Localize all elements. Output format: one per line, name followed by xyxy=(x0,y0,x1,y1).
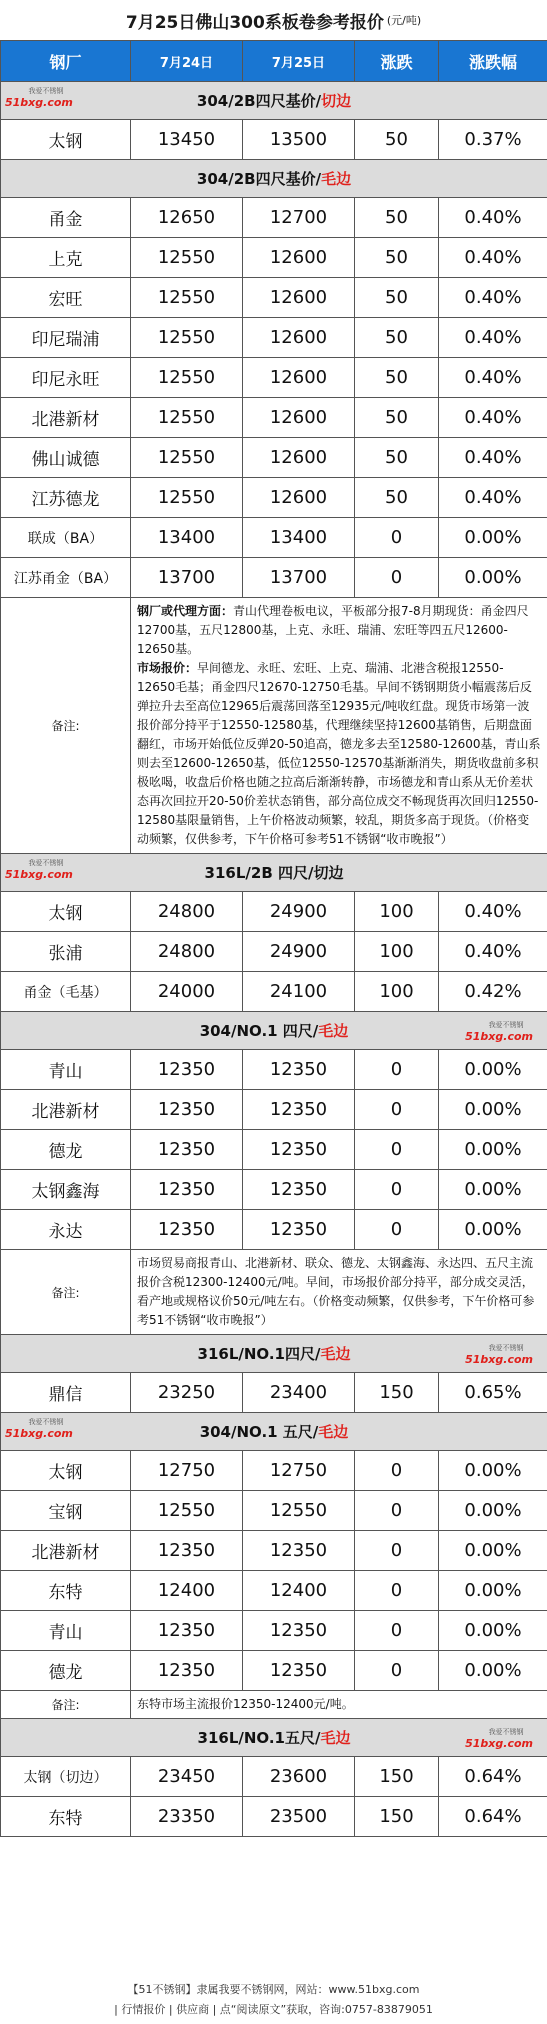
watermark-domain: 51bxg.com xyxy=(5,1427,73,1440)
section-header xyxy=(1,82,547,120)
note-row xyxy=(1,598,547,854)
change-pct: 0.42% xyxy=(439,972,547,1012)
section-label: 304/NO.1 五尺/ xyxy=(199,1423,319,1441)
mill-name: 上克 xyxy=(1,238,131,278)
watermark-tag: 我爱不锈钢 xyxy=(28,87,64,95)
change-pct: 0.40% xyxy=(439,198,547,238)
note-body-market: 早间德龙、永旺、宏旺、上克、瑞浦、北港含税报12550-12650毛基；甬金四尺12670-12750毛基。早间不锈钢期货小幅震荡后反弹拉升去至高位12965后震荡回落至12935元/吨收红盘。现货市场第一波报价部分持平于12550-12580基，代理继续坚持12600基销售，后期盘面翻红，市场开始低位反弹20-50追高，德龙多去至12580-12600基，青山系则去至12600-12650基，低位12550-12570基渐渐消失，期货收盘前多积极吆喝，收盘后价格也随之拉高后渐渐转静，市场德龙和青山系从无价差状态再次回拉开20-50价差状态销售，部分高位成交不畅现货再次回归12550-12580基限量销售，上午价格波动频繁，较乱，期货多高于现货。（价格变动频繁，仅供参考，下午价格可参考51不锈钢“收市晚报”） xyxy=(137,661,541,846)
price-cur: 23400 xyxy=(243,1373,355,1413)
price-prev: 12550 xyxy=(131,358,243,398)
note-body: 青山代理卷板电议，平板部分报7-8月期现货：甬金四尺12700基，五尺12800基，上克、永旺、瑞浦、宏旺等四五尺12600-12650基。 xyxy=(137,604,529,656)
section-edge-type: 毛边 xyxy=(320,1729,351,1747)
price-table xyxy=(0,40,547,1837)
price-prev: 23450 xyxy=(131,1757,243,1797)
section-header xyxy=(1,1012,547,1050)
change: 0 xyxy=(355,1531,439,1571)
change: 100 xyxy=(355,932,439,972)
watermark-tag: 我爱不锈钢 xyxy=(488,1728,524,1736)
note-text xyxy=(131,1691,547,1719)
price-prev: 12350 xyxy=(131,1611,243,1651)
section-title xyxy=(1,854,547,892)
price-cur: 12600 xyxy=(243,238,355,278)
price-cur: 12750 xyxy=(243,1451,355,1491)
price-prev: 12550 xyxy=(131,318,243,358)
change-pct: 0.00% xyxy=(439,1130,547,1170)
change-pct: 0.40% xyxy=(439,478,547,518)
note-row xyxy=(1,1250,547,1335)
table-row xyxy=(1,1210,547,1250)
section-label: 304/2B四尺基价/ xyxy=(196,92,322,110)
change: 0 xyxy=(355,1050,439,1090)
table-row xyxy=(1,932,547,972)
table-row xyxy=(1,518,547,558)
price-prev: 12650 xyxy=(131,198,243,238)
note-text xyxy=(131,1250,547,1335)
table-row xyxy=(1,198,547,238)
mill-name: 德龙 xyxy=(1,1651,131,1691)
mill-name: 佛山诚德 xyxy=(1,438,131,478)
header-date-prev: 7月24日 xyxy=(131,41,243,82)
footer xyxy=(0,1978,547,2024)
mill-name: 张浦 xyxy=(1,932,131,972)
price-cur: 12350 xyxy=(243,1210,355,1250)
section-title xyxy=(1,160,547,198)
price-prev: 12350 xyxy=(131,1170,243,1210)
price-prev: 23350 xyxy=(131,1797,243,1837)
price-prev: 13700 xyxy=(131,558,243,598)
price-prev: 13400 xyxy=(131,518,243,558)
change-pct: 0.37% xyxy=(439,120,547,160)
section-label: 304/NO.1 四尺/ xyxy=(199,1022,319,1040)
price-cur: 24900 xyxy=(243,932,355,972)
mill-name: 印尼瑞浦 xyxy=(1,318,131,358)
section-title xyxy=(1,1413,547,1451)
section-edge-type: 毛边 xyxy=(318,1423,349,1441)
header-mill: 钢厂 xyxy=(1,41,131,82)
section-header xyxy=(1,854,547,892)
header-change-pct: 涨跌幅 xyxy=(439,41,547,82)
watermark-logo xyxy=(5,1417,73,1439)
mill-name: 江苏甬金（BA） xyxy=(1,558,131,598)
mill-name: 印尼永旺 xyxy=(1,358,131,398)
price-prev: 12550 xyxy=(131,278,243,318)
price-cur: 12600 xyxy=(243,358,355,398)
change: 100 xyxy=(355,972,439,1012)
section-title xyxy=(1,1719,547,1757)
table-row xyxy=(1,1531,547,1571)
section-header xyxy=(1,160,547,198)
unit-label: (元/吨) xyxy=(386,14,422,27)
price-cur: 13400 xyxy=(243,518,355,558)
change: 0 xyxy=(355,1210,439,1250)
price-cur: 12700 xyxy=(243,198,355,238)
watermark-logo xyxy=(5,86,73,108)
mill-name: 东特 xyxy=(1,1571,131,1611)
table-row xyxy=(1,358,547,398)
price-cur: 12350 xyxy=(243,1090,355,1130)
note-heading-mill: 钢厂或代理方面： xyxy=(137,604,234,618)
price-prev: 12550 xyxy=(131,398,243,438)
mill-name: 甬金 xyxy=(1,198,131,238)
change-pct: 0.00% xyxy=(439,1611,547,1651)
change: 0 xyxy=(355,1651,439,1691)
table-row xyxy=(1,1050,547,1090)
mill-name: 青山 xyxy=(1,1050,131,1090)
table-header xyxy=(1,41,547,82)
mill-name: 德龙 xyxy=(1,1130,131,1170)
table-row xyxy=(1,318,547,358)
price-cur: 13500 xyxy=(243,120,355,160)
price-cur: 24900 xyxy=(243,892,355,932)
mill-name: 永达 xyxy=(1,1210,131,1250)
mill-name: 太钢 xyxy=(1,120,131,160)
table-row xyxy=(1,1451,547,1491)
section-header xyxy=(1,1413,547,1451)
change: 0 xyxy=(355,1491,439,1531)
change-pct: 0.00% xyxy=(439,1531,547,1571)
table-row xyxy=(1,972,547,1012)
change-pct: 0.00% xyxy=(439,1050,547,1090)
price-prev: 23250 xyxy=(131,1373,243,1413)
watermark-tag: 我爱不锈钢 xyxy=(488,1344,524,1352)
change: 0 xyxy=(355,518,439,558)
mill-name: 太钢鑫海 xyxy=(1,1170,131,1210)
price-cur: 12350 xyxy=(243,1611,355,1651)
table-row xyxy=(1,1611,547,1651)
note-body: 东特市场主流报价12350-12400元/吨。 xyxy=(137,1697,354,1711)
price-cur: 12600 xyxy=(243,438,355,478)
mill-name: 太钢 xyxy=(1,1451,131,1491)
note-label: 备注: xyxy=(1,1691,131,1719)
title-text: 7月25日佛山300系板卷参考报价 xyxy=(125,12,384,33)
price-prev: 12750 xyxy=(131,1451,243,1491)
section-header xyxy=(1,1719,547,1757)
table-row xyxy=(1,278,547,318)
table-row xyxy=(1,120,547,160)
note-body: 市场贸易商报青山、北港新材、联众、德龙、太钢鑫海、永达四、五尺主流报价含税12300-12400元/吨。早间，市场报价部分持平，部分成交灵活，看产地或规格议价50元/吨左右。（价格变动频繁，仅供参考，下午价格可参考51不锈钢“收市晚报”） xyxy=(137,1256,535,1327)
watermark-logo xyxy=(465,1020,533,1042)
mill-name: 青山 xyxy=(1,1611,131,1651)
table-row xyxy=(1,438,547,478)
change-pct: 0.65% xyxy=(439,1373,547,1413)
price-cur: 24100 xyxy=(243,972,355,1012)
price-cur: 12550 xyxy=(243,1491,355,1531)
table-row xyxy=(1,1130,547,1170)
change-pct: 0.00% xyxy=(439,1491,547,1531)
change-pct: 0.64% xyxy=(439,1757,547,1797)
change: 50 xyxy=(355,198,439,238)
watermark-domain: 51bxg.com xyxy=(5,868,73,881)
change: 150 xyxy=(355,1757,439,1797)
table-row xyxy=(1,1090,547,1130)
price-cur: 12600 xyxy=(243,478,355,518)
watermark-logo xyxy=(465,1727,533,1749)
change: 150 xyxy=(355,1373,439,1413)
section-header xyxy=(1,1335,547,1373)
price-cur: 23500 xyxy=(243,1797,355,1837)
change: 0 xyxy=(355,1130,439,1170)
change-pct: 0.00% xyxy=(439,1090,547,1130)
section-label: 304/2B四尺基价/ xyxy=(196,170,322,188)
price-prev: 12550 xyxy=(131,238,243,278)
mill-name: 宝钢 xyxy=(1,1491,131,1531)
price-prev: 12550 xyxy=(131,438,243,478)
change: 0 xyxy=(355,1451,439,1491)
mill-name: 江苏德龙 xyxy=(1,478,131,518)
price-cur: 12600 xyxy=(243,318,355,358)
mill-name: 太钢（切边） xyxy=(1,1757,131,1797)
table-row xyxy=(1,1373,547,1413)
mill-name: 北港新材 xyxy=(1,1531,131,1571)
note-heading-market: 市场报价： xyxy=(137,661,198,675)
footer-line2: | 行情报价 | 供应商 | 点“阅读原文”获取，咨询:0757-83879051 xyxy=(114,2003,433,2016)
section-title xyxy=(1,1335,547,1373)
page-title xyxy=(0,0,547,40)
change-pct: 0.00% xyxy=(439,1651,547,1691)
section-title xyxy=(1,82,547,120)
table-row xyxy=(1,1757,547,1797)
price-cur: 12350 xyxy=(243,1170,355,1210)
price-prev: 13450 xyxy=(131,120,243,160)
price-cur: 12600 xyxy=(243,278,355,318)
note-text xyxy=(131,598,547,854)
header-date-cur: 7月25日 xyxy=(243,41,355,82)
watermark-domain: 51bxg.com xyxy=(465,1737,533,1750)
change-pct: 0.40% xyxy=(439,358,547,398)
change-pct: 0.40% xyxy=(439,438,547,478)
watermark-logo xyxy=(465,1343,533,1365)
price-prev: 24800 xyxy=(131,932,243,972)
section-edge-type: 切边 xyxy=(321,92,352,110)
change-pct: 0.40% xyxy=(439,278,547,318)
change: 50 xyxy=(355,438,439,478)
watermark-tag: 我爱不锈钢 xyxy=(28,1418,64,1426)
change: 50 xyxy=(355,238,439,278)
price-prev: 12550 xyxy=(131,1491,243,1531)
mill-name: 甬金（毛基） xyxy=(1,972,131,1012)
price-cur: 13700 xyxy=(243,558,355,598)
change: 0 xyxy=(355,1611,439,1651)
mill-name: 鼎信 xyxy=(1,1373,131,1413)
change: 50 xyxy=(355,318,439,358)
change: 0 xyxy=(355,1090,439,1130)
price-cur: 12350 xyxy=(243,1531,355,1571)
watermark-domain: 51bxg.com xyxy=(465,1030,533,1043)
change-pct: 0.40% xyxy=(439,932,547,972)
table-row xyxy=(1,478,547,518)
table-row xyxy=(1,1651,547,1691)
change-pct: 0.00% xyxy=(439,518,547,558)
table-row xyxy=(1,1170,547,1210)
section-label: 316L/NO.1五尺/ xyxy=(197,1729,321,1747)
mill-name: 联成（BA） xyxy=(1,518,131,558)
section-edge-type: 毛边 xyxy=(321,170,352,188)
change: 0 xyxy=(355,558,439,598)
table-row xyxy=(1,892,547,932)
note-label: 备注: xyxy=(1,1250,131,1335)
price-prev: 12350 xyxy=(131,1651,243,1691)
change-pct: 0.00% xyxy=(439,1210,547,1250)
table-row xyxy=(1,1797,547,1837)
table-row xyxy=(1,1571,547,1611)
mill-name: 宏旺 xyxy=(1,278,131,318)
price-cur: 12350 xyxy=(243,1651,355,1691)
price-cur: 12400 xyxy=(243,1571,355,1611)
watermark-tag: 我爱不锈钢 xyxy=(488,1021,524,1029)
price-prev: 12550 xyxy=(131,478,243,518)
price-cur: 12350 xyxy=(243,1130,355,1170)
change: 50 xyxy=(355,278,439,318)
change-pct: 0.00% xyxy=(439,1451,547,1491)
price-prev: 24000 xyxy=(131,972,243,1012)
section-edge-type: 毛边 xyxy=(320,1345,351,1363)
table-row xyxy=(1,558,547,598)
price-prev: 24800 xyxy=(131,892,243,932)
mill-name: 北港新材 xyxy=(1,1090,131,1130)
footer-line1: 【51不锈钢】隶属我要不锈钢网，网站：www.51bxg.com xyxy=(127,1983,420,1996)
price-prev: 12350 xyxy=(131,1090,243,1130)
price-cur: 12350 xyxy=(243,1050,355,1090)
price-prev: 12350 xyxy=(131,1210,243,1250)
header-change: 涨跌 xyxy=(355,41,439,82)
change-pct: 0.40% xyxy=(439,398,547,438)
watermark-domain: 51bxg.com xyxy=(465,1353,533,1366)
change-pct: 0.00% xyxy=(439,1571,547,1611)
change: 50 xyxy=(355,120,439,160)
price-prev: 12350 xyxy=(131,1050,243,1090)
price-cur: 12600 xyxy=(243,398,355,438)
watermark-domain: 51bxg.com xyxy=(5,96,73,109)
change: 50 xyxy=(355,398,439,438)
section-edge-type: 毛边 xyxy=(318,1022,349,1040)
change-pct: 0.40% xyxy=(439,892,547,932)
price-prev: 12400 xyxy=(131,1571,243,1611)
change-pct: 0.00% xyxy=(439,558,547,598)
change: 0 xyxy=(355,1571,439,1611)
watermark-logo xyxy=(5,858,73,880)
change: 50 xyxy=(355,478,439,518)
mill-name: 东特 xyxy=(1,1797,131,1837)
mill-name: 太钢 xyxy=(1,892,131,932)
mill-name: 北港新材 xyxy=(1,398,131,438)
change: 100 xyxy=(355,892,439,932)
section-title xyxy=(1,1012,547,1050)
change: 0 xyxy=(355,1170,439,1210)
section-label: 316L/2B 四尺/切边 xyxy=(204,864,344,882)
change: 50 xyxy=(355,358,439,398)
change-pct: 0.00% xyxy=(439,1170,547,1210)
table-row xyxy=(1,238,547,278)
section-label: 316L/NO.1四尺/ xyxy=(197,1345,321,1363)
note-label: 备注: xyxy=(1,598,131,854)
note-row xyxy=(1,1691,547,1719)
change-pct: 0.40% xyxy=(439,318,547,358)
price-cur: 23600 xyxy=(243,1757,355,1797)
change-pct: 0.64% xyxy=(439,1797,547,1837)
price-prev: 12350 xyxy=(131,1531,243,1571)
watermark-tag: 我爱不锈钢 xyxy=(28,859,64,867)
price-prev: 12350 xyxy=(131,1130,243,1170)
change-pct: 0.40% xyxy=(439,238,547,278)
change: 150 xyxy=(355,1797,439,1837)
table-row xyxy=(1,398,547,438)
table-row xyxy=(1,1491,547,1531)
